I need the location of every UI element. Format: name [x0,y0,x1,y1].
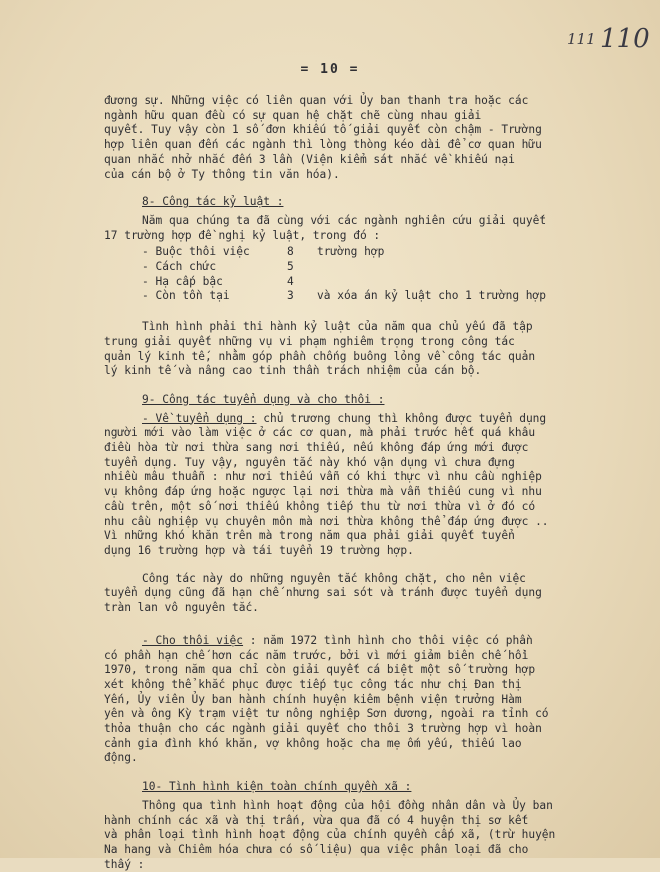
discipline-row [104,275,644,290]
discipline-note: và xóa án kỷ luật cho 1 trường hợp [317,289,547,303]
discipline-label: - Còn tồn tại [142,289,230,303]
text-line: nhu cầu nghiệp vụ chuyên môn mà nơi thừa không thể đáp ứng được .. [104,514,549,528]
discipline-label: - Hạ cấp bậc [142,274,223,288]
text-line: Năm qua chúng ta đã cùng với các ngành nghiên cứu giải quyết [142,213,547,227]
text-line: trung giải quyết những vụ vi phạm nghiêm trọng trong công tác [104,334,515,348]
discipline-value: 8 [287,245,294,259]
text-line: quản lý kinh tế, nhằm góp phần chống buông lỏng về công tác quản [104,349,536,363]
text-line: tràn lan vô nguyên tắc. [104,601,259,615]
text-line: quan nhắc nhở nhắc đến 3 lần (Viện kiểm sát nhắc về khiếu nại [104,152,515,166]
text-line: thỏa thuận cho các ngành giải quyết cho thôi 3 trường hợp vì hoàn [104,722,542,736]
text-line: dụng 16 trường hợp và tái tuyển 19 trường hợp. [104,543,414,557]
recruitment-subheading: - Về tuyển dụng : [142,411,257,425]
discipline-row [104,289,644,304]
text-line: động. [104,751,138,765]
text-line: vụ không đáp ứng hoặc ngược lại nơi thừa mà vẫn thiếu cung vì nhu [104,485,542,499]
text-line: tuyển dụng cũng đã hạn chế nhưng sai sót và tránh được tuyển dụng [104,586,542,600]
text-line: Na hang và Chiêm hóa chưa có số liệu) qua việc phân loại đã cho [104,842,529,856]
text-line: 17 trường hợp đề nghị kỷ luật, trong đó : [104,228,381,242]
text-line: nhiều mâu thuẫn : như nơi thiếu vẫn có khi thực vì nhu cầu nghiệp [104,470,542,484]
text-line: lý kinh tế và nâng cao tinh thần trách nhiệm của cán bộ. [104,364,482,378]
recruitment-text: chủ trương chung thì không được tuyển dụng [263,411,547,425]
section-8-intro [104,214,644,243]
recruitment-subheading-line [104,412,644,427]
text-line: người mới vào làm việc ở các cơ quan, mà phải trước hết quá khâu [104,426,536,440]
section-9-heading: 9- Công tác tuyển dụng và cho thôi : [142,392,385,406]
discipline-value: 5 [287,260,294,274]
text-line: cầu trên, một số nơi thiếu không tiếp thu từ nơi thừa vì ở đó có [104,499,536,513]
text-line: điều hòa từ nơi thừa sang nơi thiếu, nếu không đáp ứng mới được [104,441,529,455]
text-line: xét không thể khắc phục được tiếp tục công tác như chị Đan thị [104,677,522,691]
text-line: của cán bộ ở Ty thông tin văn hóa). [104,167,340,181]
text-line: Công tác này do những nguyên tắc không chặt, cho nên việc [142,571,526,585]
discipline-row [104,245,644,260]
paragraph-continuation [104,94,644,182]
discipline-value: 3 [287,289,294,303]
text-line: Tình hình phải thi hành kỷ luật của năm qua chủ yếu đã tập [142,320,533,334]
text-line: tuyển dụng. Tuy vậy, nguyên tắc này khó vận dụng vì chưa đựng [104,455,515,469]
text-line: yên và ông Kỳ trạm việt tư nông nghiệp Sơn dương, ngoài ra tỉnh có [104,707,549,721]
text-line: Thông qua tình hình hoạt động của hội đồng nhân dân và Ủy ban [142,798,553,812]
section-10-paragraph [104,799,644,872]
discipline-value: 4 [287,274,294,288]
recruitment-note [104,572,644,616]
page-number: = 10 = [300,62,360,77]
handwritten-page-number-old: 111 [567,30,596,48]
discipline-note: trường hợp [317,245,385,259]
discipline-label: - Cách chức [142,260,217,274]
text-line: hành chính các xã và thị trấn, vừa qua đã có 4 huyện thị sơ kết [104,813,529,827]
section-8-heading: 8- Công tác kỷ luật : [142,195,284,209]
dismissal-text: : năm 1972 tình hình cho thôi việc có phần [249,633,533,647]
document-body [104,94,644,872]
text-line: 1970, trong năm qua chỉ còn giải quyết cá biệt một số trường hợp [104,663,536,677]
dismissal-subheading-line [104,634,644,649]
text-line: hợp liên quan đến các ngành thì lòng thòng kéo dài để cơ quan hữu [104,138,542,152]
recruitment-paragraph [104,426,644,558]
dismissal-paragraph [104,649,644,767]
text-line: ngành hữu quan đều có sự quan hệ chặt chẽ cùng nhau giải [104,108,482,122]
discipline-label: - Buộc thôi việc [142,245,250,259]
text-line: Vì những khó khăn trên mà trong năm qua phải giải quyết tuyển [104,529,515,543]
text-line: đương sự. Những việc có liên quan với Ủy ban thanh tra hoặc các [104,94,529,107]
discipline-table [104,245,644,304]
discipline-row [104,260,644,275]
section-10-heading: 10- Tình hình kiện toàn chính quyền xã : [142,780,412,794]
text-line: có phần hạn chế hơn các năm trước, bởi vì mới giảm biên chế hồi [104,648,529,662]
text-line: quyết. Tuy vậy còn 1 số đơn khiếu tố giải quyết còn chậm - Trường [104,123,542,137]
text-line: cảnh gia đình khó khăn, vợ không hoặc cha mẹ ốm yếu, thiếu lao [104,736,522,750]
text-line: Yến, Ủy viên Ủy ban hành chính huyện kiêm bệnh viện trưởng Hàm [104,692,522,706]
handwritten-page-number: 110 [600,24,650,54]
section-8-summary [104,320,644,379]
dismissal-subheading: - Cho thôi việc [142,633,244,647]
text-line: thấy : [104,857,145,871]
text-line: và phân loại tình hình hoạt động của chính quyền cấp xã, (trừ huyện [104,828,556,842]
